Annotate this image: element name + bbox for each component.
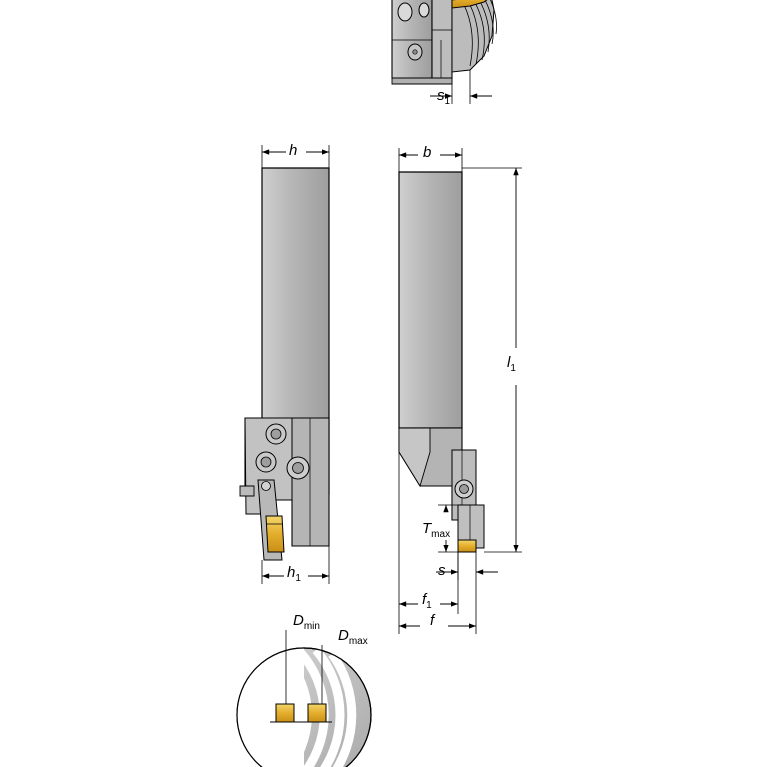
label-s1: $s_1$ xyxy=(437,87,451,107)
label-dmin: $D_{min}$ xyxy=(293,612,320,632)
label-f: f xyxy=(430,612,435,629)
label-f1: $f_1$ xyxy=(422,591,432,611)
label-s: s xyxy=(438,562,446,579)
label-l1: $l_1$ xyxy=(507,354,516,374)
label-h: h xyxy=(289,142,298,159)
side-view xyxy=(240,142,329,584)
front-view xyxy=(399,148,522,634)
label-h1: $h_1$ xyxy=(287,564,301,584)
workpiece-section-view xyxy=(237,627,371,767)
label-dmax: $D_{max}$ xyxy=(338,627,368,647)
label-tmax: $T_{max}$ xyxy=(422,520,451,540)
label-b: b xyxy=(423,144,432,161)
